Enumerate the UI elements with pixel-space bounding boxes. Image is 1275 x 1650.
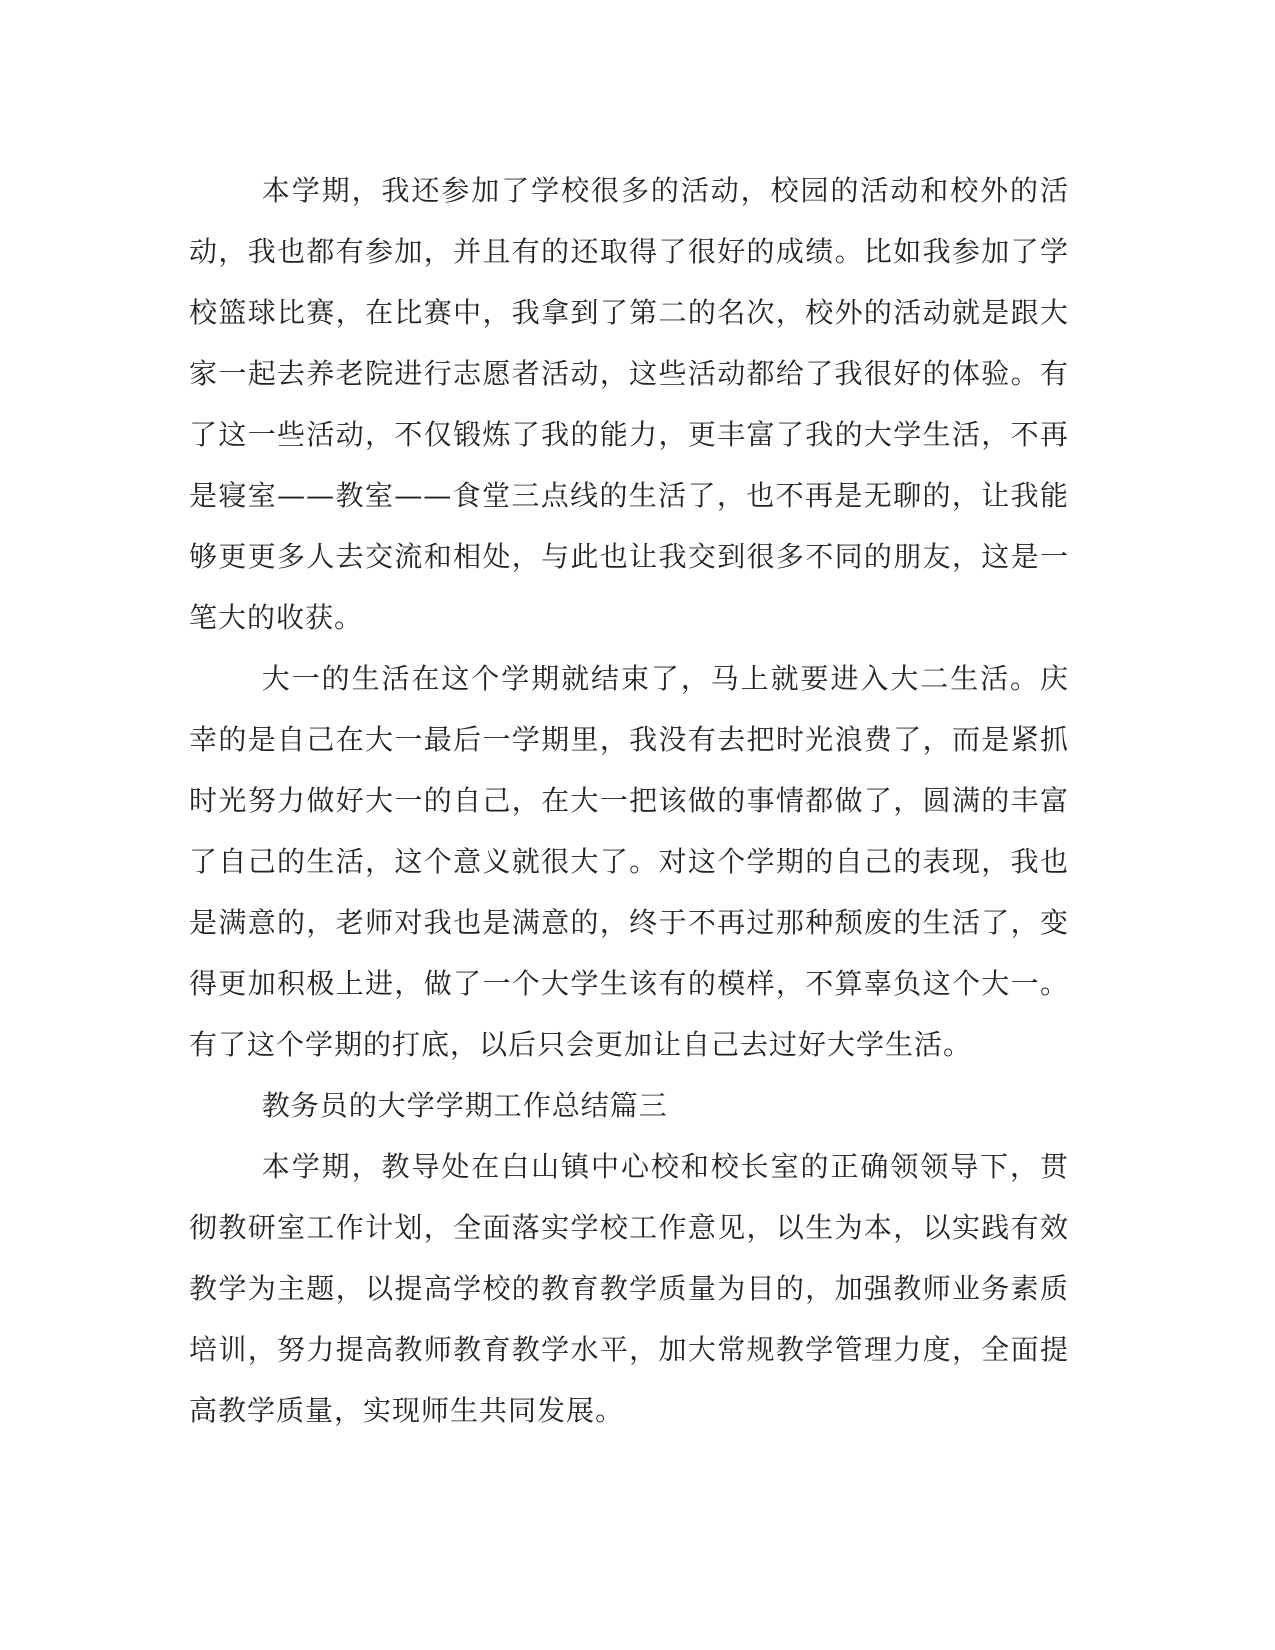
paragraph-freshman-summary: 大一的生活在这个学期就结束了，马上就要进入大二生活。庆幸的是自己在大一最后一学期里，我没有去把时光浪费了，而是紧抓时光努力做好大一的自己，在大一把该做的事情都做了，圆满的丰富了自己的生活，这个意义就很大了。对这个学期的自己的表现，我也是满意的，老师对我也是满意的，终于不再过那种颓废的生活了，变得更加积极上进，做了一个大学生该有的模样，不算辜负这个大一。有了这个学期的打底，以后只会更加让自己去过好大学生活。 (189, 662, 1069, 1061)
section-heading: 教务员的大学学期工作总结篇三 (261, 1089, 668, 1122)
paragraph-activities: 本学期，我还参加了学校很多的活动，校园的活动和校外的活动，我也都有参加，并且有的还取得了很好的成绩。比如我参加了学校篮球比赛，在比赛中，我拿到了第二的名次，校外的活动就是跟大家一起去养老院进行志愿者活动，这些活动都给了我很好的体验。有了这一些活动，不仅锻炼了我的能力，更丰富了我的大学生活，不再是寝室——教室——食堂三点线的生活了，也不再是无聊的，让我能够更更多人去交流和相处，与此也让我交到很多不同的朋友，这是一笔大的收获。 (189, 174, 1069, 634)
paragraph-teaching-office: 本学期，教导处在白山镇中心校和校长室的正确领领导下，贯彻教研室工作计划，全面落实学校工作意见，以生为本，以实践有效教学为主题，以提高学校的教育教学质量为目的，加强教师业务素质培训，努力提高教师教育教学水平，加大常规教学管理力度，全面提高教学质量，实现师生共同发展。 (189, 1150, 1069, 1427)
document-body (189, 160, 1069, 1441)
